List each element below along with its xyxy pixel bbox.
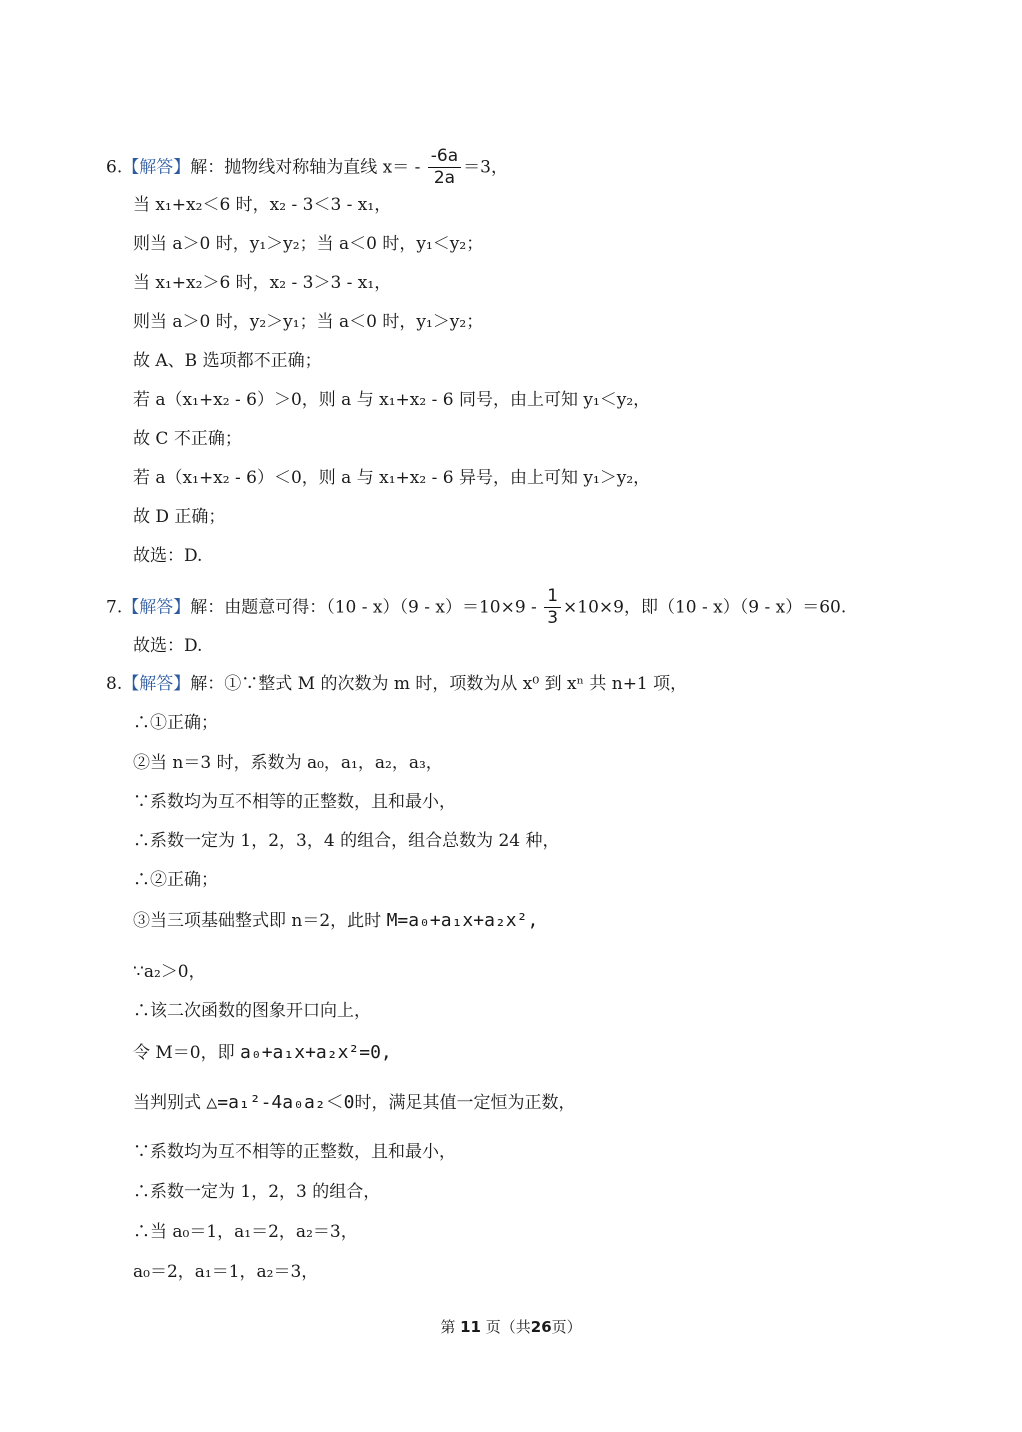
q8-formula-zero: a₀+a₁x+a₂x²=0,	[240, 1042, 392, 1063]
q8-line-3-text: ③当三项基础整式即 n＝2，此时	[133, 911, 382, 931]
q8-line-3	[133, 912, 538, 930]
q8-line-ling-text: 令 M＝0，即	[133, 1043, 235, 1063]
q6-line-1-post: ＝3，	[463, 157, 508, 178]
q8-line: ∴①正确；	[133, 713, 218, 733]
q7-number: 7.	[106, 597, 123, 618]
footer-pre: 第	[440, 1318, 456, 1336]
q6-line: 则当 a＞0 时，y₁＞y₂；当 a＜0 时，y₁＜y₂；	[133, 234, 484, 254]
q8-line: ∴当 a₀＝1，a₁＝2，a₂＝3，	[133, 1222, 358, 1242]
q8-line: ∴该二次函数的图象开口向上，	[133, 1001, 371, 1021]
q6-line: 当 x₁+x₂＞6 时，x₂ - 3＞3 - x₁，	[133, 273, 392, 293]
q6-line: 若 a（x₁+x₂ - 6）＜0，则 a 与 x₁+x₂ - 6 异号，由上可知 y₁＞y₂，	[133, 468, 651, 488]
q7-line-1-pre: 解：由题意可得：（10 - x）（9 - x）＝10×9 -	[190, 597, 537, 618]
q6-line: 当 x₁+x₂＜6 时，x₂ - 3＜3 - x₁，	[133, 195, 392, 215]
q6-line-1	[106, 146, 508, 190]
q8-line-ling	[133, 1044, 392, 1062]
q6-number: 6.	[106, 157, 123, 178]
footer-post: 页）	[551, 1318, 582, 1336]
q7-fraction-denominator: 3	[547, 608, 559, 629]
footer-total-pages: 26	[530, 1318, 552, 1336]
q6-line: 故选：D.	[133, 546, 203, 566]
q8-line-disc	[133, 1094, 575, 1112]
q6-fraction-numerator: -6a	[428, 146, 461, 168]
q6-line: 则当 a＞0 时，y₂＞y₁；当 a＜0 时，y₁＞y₂；	[133, 312, 484, 332]
q6-answer-tag: 【解答】	[122, 157, 191, 178]
q8-line-disc-text: 当判别式	[133, 1093, 201, 1113]
footer-page-number: 11	[460, 1318, 481, 1336]
q8-line-1	[106, 676, 687, 693]
q8-answer-tag: 【解答】	[122, 674, 191, 694]
q7-line: 故选：D.	[133, 636, 203, 656]
q7-answer-tag: 【解答】	[122, 597, 191, 618]
q8-line: ∵系数均为互不相等的正整数，且和最小，	[133, 1142, 456, 1162]
q8-line-1-text: ①	[224, 674, 242, 694]
q7-fraction	[544, 586, 561, 630]
q7-line-1-post: ×10×9，即（10 - x）（9 - x）＝60.	[563, 597, 847, 618]
q6-line: 故 A、B 选项都不正确；	[133, 351, 322, 371]
q7-fraction-numerator: 1	[544, 586, 561, 608]
q8-line: a₀＝2，a₁＝1，a₂＝3，	[133, 1262, 319, 1282]
q8-line: ∵a₂＞0，	[133, 962, 206, 982]
page-footer	[0, 1316, 1022, 1337]
q7-line-1	[106, 586, 846, 630]
q8-line: ∵系数均为互不相等的正整数，且和最小，	[133, 792, 456, 812]
q8-formula-discriminant: △=a₁²-4a₀a₂＜0	[206, 1092, 355, 1113]
q8-line: ∴②正确；	[133, 870, 218, 890]
q8-line-1-text: ∵整式 M 的次数为 m 时，项数为从 x⁰ 到 xⁿ 共 n+1 项，	[241, 674, 688, 694]
q8-line: ∴系数一定为 1，2，3，4 的组合，组合总数为 24 种，	[133, 831, 560, 851]
q6-line-1-pre: 解：抛物线对称轴为直线 x＝ -	[190, 157, 421, 178]
footer-mid: 页（共	[485, 1318, 531, 1336]
q8-formula-m: M=a₀+a₁x+a₂x²,	[386, 910, 539, 931]
q6-fraction-denominator: 2a	[433, 168, 456, 189]
q6-fraction	[428, 146, 461, 190]
q6-line: 故 C 不正确；	[133, 429, 242, 449]
q8-line: ②当 n＝3 时，系数为 a₀，a₁，a₂，a₃，	[133, 753, 443, 773]
q8-number: 8.	[106, 674, 123, 694]
q8-line-1-pre: 解：	[190, 674, 225, 694]
q8-line: ∴系数一定为 1，2，3 的组合，	[133, 1182, 381, 1202]
q8-line-disc-post: 时，满足其值一定恒为正数，	[354, 1093, 576, 1113]
q6-line: 若 a（x₁+x₂ - 6）＞0，则 a 与 x₁+x₂ - 6 同号，由上可知 y₁＜y₂，	[133, 390, 651, 410]
q6-line: 故 D 正确；	[133, 507, 226, 527]
